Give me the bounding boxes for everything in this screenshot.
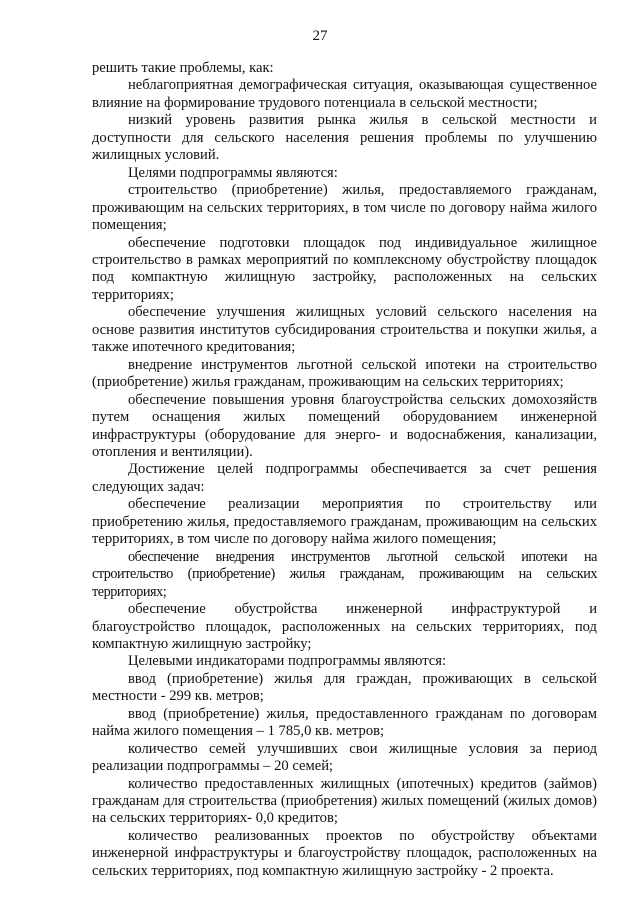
paragraph-goal-living-conditions: обеспечение улучшения жилищных условий сельского населения на основе развития институтов субсидирования строительства и покупки жилья, а также ипотечного кредитования; [92, 304, 597, 356]
paragraph-goal-construction: строительство (приобретение) жилья, предоставляемого гражданам, проживающим на сельских территориях, в том числе по договору найма жилого помещения; [92, 182, 597, 234]
paragraph-task-mortgage: обеспечение внедрения инструментов льготной сельской ипотеки на строительство (приобретение) жилья гражданам, проживающим на сельских территориях; [92, 548, 597, 600]
paragraph-indicator-housing-input: ввод (приобретение) жилья для граждан, проживающих в сельской местности - 299 кв. метров; [92, 670, 597, 705]
paragraph-indicator-loans: количество предоставленных жилищных (ипотечных) кредитов (займов) гражданам для строительства (приобретения) жилых помещений (жилых домов) на сельских территориях- 0,0 кредитов; [92, 775, 597, 827]
page-number: 27 [312, 28, 328, 44]
paragraph-problem-housing-market: низкий уровень развития рынка жилья в сельской местности и доступности для сельского населения решения проблемы по улучшению жилищных условий. [92, 112, 597, 164]
paragraph-goals-heading: Целями подпрограммы являются: [128, 164, 338, 181]
paragraph-goal-site-preparation: обеспечение подготовки площадок под индивидуальное жилищное строительство в рамках мероприятий по комплексному обустройству площадок под компактную жилищную застройку, расположенных на сельских территориях; [92, 234, 597, 303]
paragraph-indicators-heading: Целевыми индикаторами подпрограммы являются: [128, 653, 447, 670]
body-text [92, 60, 597, 880]
paragraph-tasks-heading: Достижение целей подпрограммы обеспечивается за счет решения следующих задач: [92, 461, 597, 495]
paragraph-task-infrastructure: обеспечение обустройства инженерной инфраструктурой и благоустройство площадок, расположенных на сельских территориях, под компактную жилищную застройку; [92, 601, 597, 652]
paragraph-problem-demography: неблагоприятная демографическая ситуация, оказывающая существенное влияние на формирование трудового потенциала в сельской местности; [92, 77, 597, 111]
paragraph-indicator-rental-housing: ввод (приобретение) жилья, предоставленного гражданам по договорам найма жилого помещения – 1 785,0 кв. метров; [92, 705, 597, 740]
paragraph-goal-amenities: обеспечение повышения уровня благоустройства сельских домохозяйств путем оснащения жилых помещений оборудованием инженерной инфраструктуры (оборудование для энерго- и водоснабжения, канализации, отопления и вентиляции). [92, 391, 597, 460]
paragraph-intro: решить такие проблемы, как: [92, 60, 274, 76]
paragraph-indicator-projects: количество реализованных проектов по обустройству объектами инженерной инфраструктуры и благоустройству площадок, расположенных на сельских территориях, под компактную жилищную застройку - 2 проекта. [92, 827, 597, 879]
paragraph-task-construction: обеспечение реализации мероприятия по строительству или приобретению жилья, предоставляемого гражданам, проживающим на сельских территориях, в том числе по договору найма жилого помещения; [92, 496, 597, 548]
paragraph-indicator-families: количество семей улучшивших свои жилищные условия за период реализации подпрограммы – 20 семей; [92, 740, 597, 775]
paragraph-goal-rural-mortgage: внедрение инструментов льготной сельской ипотеки на строительство (приобретение) жилья гражданам, проживающим на сельских территориях; [92, 356, 597, 391]
